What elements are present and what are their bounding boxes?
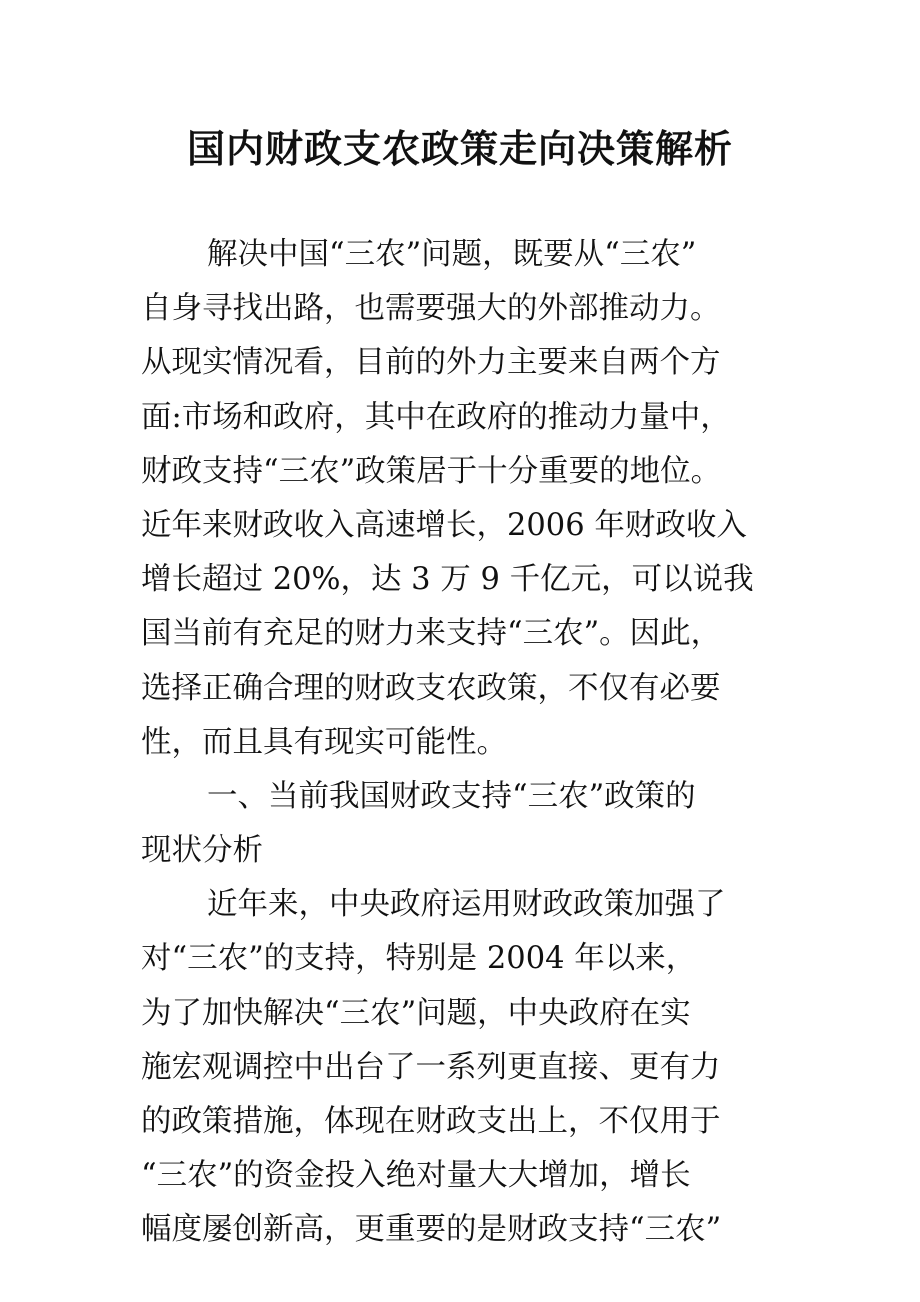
- paragraph-line: 对“三农”的支持，特别是 2004 年以来，: [141, 941, 697, 977]
- paragraph-line: 近年来财政收入高速增长，2006 年财政收入: [141, 507, 747, 543]
- paragraph-line: 国当前有充足的财力来支持“三农”。因此，: [141, 616, 722, 652]
- paragraph-line: 自身寻找出路，也需要强大的外部推动力。: [141, 291, 721, 327]
- document-body: [141, 228, 801, 1258]
- paragraph-line: “三农”的资金投入绝对量大大增加，增长: [141, 1158, 691, 1194]
- paragraph-line: 财政支持“三农”政策居于十分重要的地位。: [141, 453, 722, 489]
- paragraph-line: 为了加快解决“三农”问题，中央政府在实: [141, 995, 691, 1031]
- paragraph-line: 选择正确合理的财政支农政策，不仅有必要: [141, 670, 721, 706]
- section-heading-line: 现状分析: [141, 833, 263, 869]
- paragraph-line: 从现实情况看，目前的外力主要来自两个方: [141, 345, 721, 381]
- paragraph-line: 施宏观调控中出台了一系列更直接、更有力: [141, 1049, 721, 1085]
- paragraph-line: 近年来，中央政府运用财政政策加强了: [207, 887, 726, 923]
- paragraph-line: 增长超过 20%，达 3 万 9 千亿元，可以说我: [141, 562, 754, 598]
- paragraph-line: 面:市场和政府，其中在政府的推动力量中，: [141, 399, 731, 435]
- section-heading-line: 一、当前我国财政支持“三农”政策的: [207, 778, 696, 814]
- paragraph-line: 幅度屡创新高，更重要的是财政支持“三农”: [141, 1212, 722, 1248]
- paragraph-line: 性，而且具有现实可能性。: [141, 724, 507, 760]
- document-title: 国内财政支农政策走向决策解析: [186, 126, 733, 171]
- paragraph-line: 的政策措施，体现在财政支出上，不仅用于: [141, 1104, 721, 1139]
- paragraph-line: 解决中国“三农”问题，既要从“三农”: [207, 237, 697, 272]
